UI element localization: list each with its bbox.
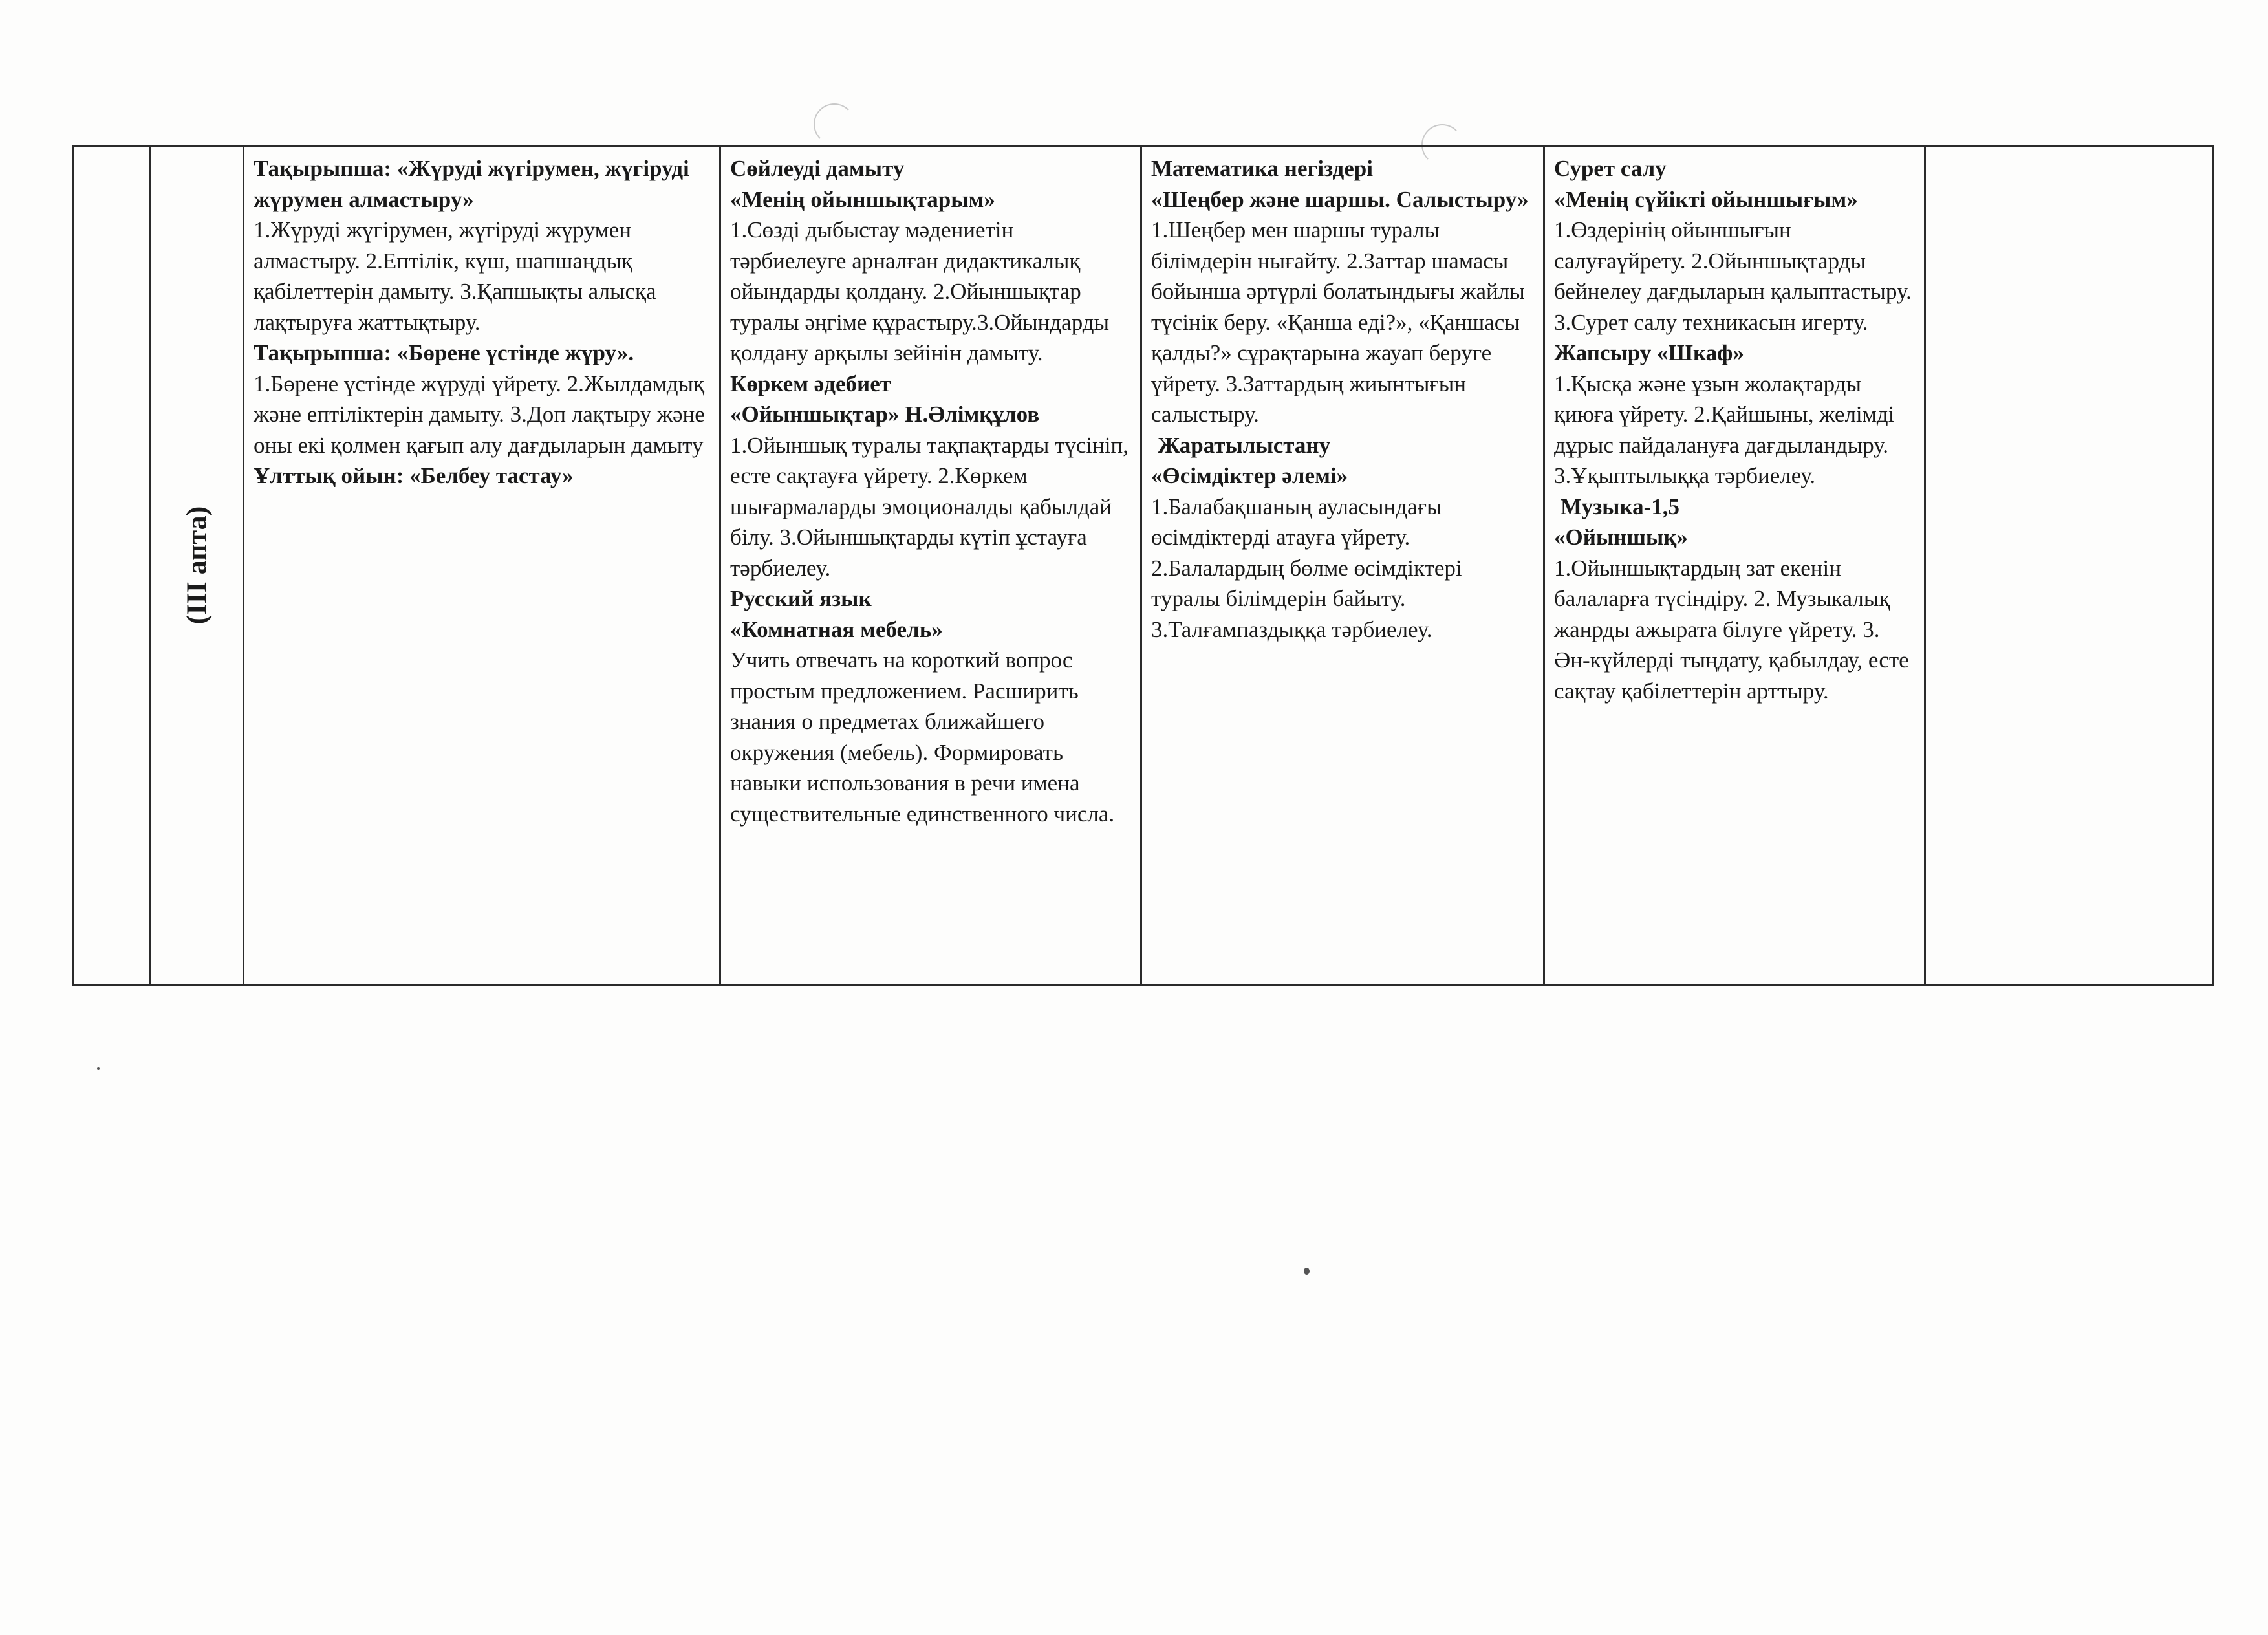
section-text: 1.Бөрене үстінде жүруді үйрету. 2.Жылдамдық және ептіліктерін дамыту. 3.Доп лақтыру және оны екі қолмен қағып алу дағдыларын дамыту bbox=[254, 371, 705, 458]
section-heading: «Менің ойыншықтарым» bbox=[730, 186, 995, 212]
section-text: Учить отвечать на короткий вопрос простым предложением. Расширить знания о предметах ближайшего окружения (мебель). Формировать навыки использования в речи имена существительные единственного числа. bbox=[730, 647, 1115, 827]
section-text: 1.Жүруді жүгірумен, жүгіруді жүрумен алмастыру. 2.Ептілік, күш, шапшаңдық қабілеттерін дамыту. 3.Қапшықты алысқа лақтыруға жаттықтыру. bbox=[254, 217, 656, 335]
punch-hole-mark-left bbox=[814, 103, 855, 145]
week-cell bbox=[150, 146, 244, 985]
section-heading: «Комнатная мебель» bbox=[730, 616, 943, 642]
section-heading: Сөйлеуді дамыту bbox=[730, 156, 905, 181]
section-text: 1.Ойыншықтардың зат екенін балаларға түсіндіру. 2. Музыкалық жанрды ажырата білуге үйрету. 3. Ән-күйлерді тыңдату, қабылдау, есте сақтау қабілеттерін арттыру. bbox=[1554, 555, 1909, 704]
table-row bbox=[73, 146, 2214, 985]
section-text: 1.Балабақшаның ауласындағы өсімдіктерді атауға үйрету. 2.Балалардың бөлме өсімдіктері туралы білімдерін байыту. 3.Талғампаздыққа тәрбиелеу. bbox=[1151, 493, 1462, 642]
scan-speck bbox=[97, 1067, 100, 1070]
section-heading: Тақырыпша: «Жүруді жүгірумен, жүгіруді жүрумен алмастыру» bbox=[254, 156, 689, 212]
section-heading: «Өсімдіктер әлемі» bbox=[1151, 463, 1348, 488]
weekly-plan-table bbox=[72, 145, 2214, 986]
section-heading: Тақырыпша: «Бөрене үстінде жүру». bbox=[254, 340, 634, 365]
speech-development-content bbox=[730, 153, 1131, 829]
section-heading: Русский язык bbox=[730, 586, 872, 611]
art-cell bbox=[1544, 146, 1925, 985]
section-text: 1.Шеңбер мен шаршы туралы білімдерін нығайту. 2.Заттар шамасы бойынша әртүрлі болатындығы жайлы түсінік беру. «Қанша еді?», «Қаншасы қалды?» сұрақтарына жауап беруге үйрету. 3.Заттардың жиынтығын салыстыру. bbox=[1151, 217, 1525, 427]
section-heading: Математика негіздері bbox=[1151, 156, 1373, 181]
week-label: (III апта) bbox=[180, 506, 213, 625]
empty-cell bbox=[1925, 146, 2214, 985]
section-text: 1.Сөзді дыбыстау мәдениетін тәрбиелеуге арналған дидактикалық ойындарды қолдану. 2.Ойыншықтар туралы әңгіме құрастыру.3.Ойындарды қолдану арқылы зейінін дамыту. bbox=[730, 217, 1110, 365]
section-heading: «Ойыншық» bbox=[1554, 525, 1688, 550]
section-heading: «Ойыншықтар» Н.Әлімқұлов bbox=[730, 402, 1040, 427]
speech-development-cell bbox=[720, 146, 1141, 985]
section-heading: Сурет салу bbox=[1554, 156, 1667, 181]
section-heading: Жаратылыстану bbox=[1158, 432, 1331, 458]
section-heading: Көркем әдебиет bbox=[730, 371, 891, 396]
section-heading: Музыка-1,5 bbox=[1561, 493, 1680, 519]
section-heading: Жапсыру «Шкаф» bbox=[1554, 340, 1744, 365]
section-heading: «Шеңбер және шаршы. Салыстыру» bbox=[1151, 186, 1529, 212]
section-text: 1.Қысқа және ұзын жолақтарды қиюға үйрету. 2.Қайшыны, желімді дұрыс пайдалануға дағдыландыру. 3.Ұқыптылыққа тәрбиелеу. bbox=[1554, 371, 1895, 488]
physical-education-content bbox=[254, 153, 710, 492]
section-text: 1.Ойыншық туралы тақпақтарды түсініп, есте сақтауға үйрету. 2.Көркем шығармаларды эмоционалды қабылдай білу. 3.Ойыншықтарды күтіп ұстауға тәрбиелеу. bbox=[730, 432, 1129, 581]
physical-education-cell bbox=[244, 146, 720, 985]
scan-speck bbox=[1304, 1268, 1310, 1275]
section-heading: Ұлттық ойын: «Белбеу тастау» bbox=[254, 463, 574, 488]
art-content bbox=[1554, 153, 1915, 706]
empty-cell bbox=[73, 146, 150, 985]
section-heading: «Менің сүйікті ойыншығым» bbox=[1554, 186, 1858, 212]
mathematics-cell bbox=[1141, 146, 1544, 985]
section-text: 1.Өздерінің ойыншығын салуғаүйрету. 2.Ойыншықтарды бейнелеу дағдыларын қалыптастыру. 3.Сурет салу техникасын игерту. bbox=[1554, 217, 1912, 335]
mathematics-content bbox=[1151, 153, 1534, 645]
